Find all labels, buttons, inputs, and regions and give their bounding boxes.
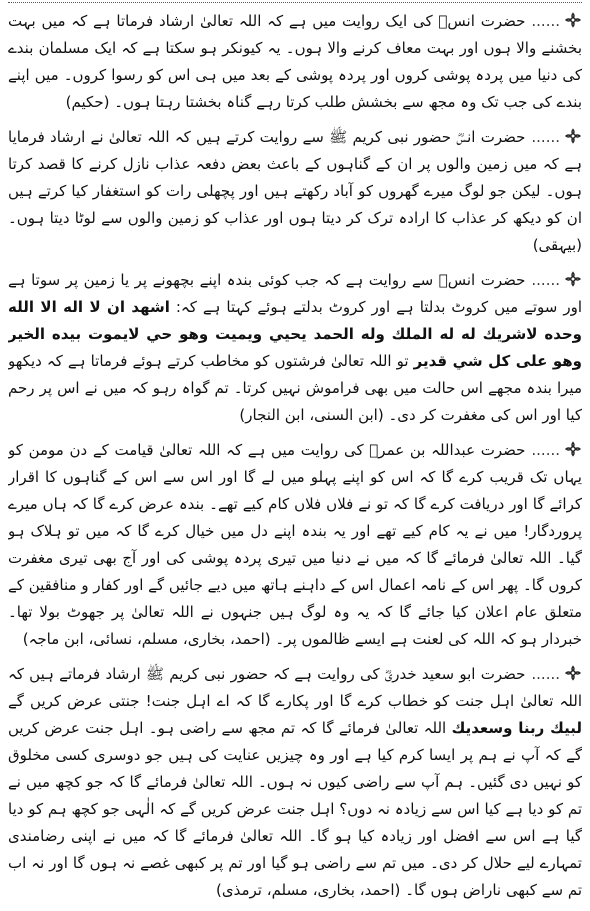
hadith-paragraph-3	[8, 267, 582, 429]
hadith-paragraph-4	[8, 437, 582, 653]
flower-ornament-icon	[564, 441, 582, 457]
flower-ornament-icon	[564, 271, 582, 287]
separator-dots: ......	[531, 12, 560, 30]
reference: (بیہقی)	[532, 236, 582, 254]
separator-dots: ......	[531, 271, 560, 289]
flower-ornament-icon	[564, 665, 582, 681]
paragraph-text: حضرت انسؓ کی ایک روایت میں ہے کہ اللہ تعالیٰ ارشاد فرماتا ہے کہ میں بہت بخشنے والا ہوں اور بہت معاف کرنے والا ہوں۔ یہ کیونکر ہو سکتا ہے کہ ایک مسلمان بندے کی دنیا میں پردہ پوشی کروں اور پردہ پوشی کے بعد میں ہی اس کو رسوا کروں۔ میں اپنے بندے کی جب تک وہ مجھ سے بخشش طلب کرتا رہے گناہ بخشتا رہتا ہوں۔	[8, 12, 582, 111]
hadith-paragraph-2	[8, 124, 582, 259]
reference: (حکیم)	[65, 93, 110, 111]
separator-dots: ......	[531, 441, 560, 459]
paragraph-continuation: تو اللہ تعالیٰ فرشتوں کو مخاطب کرتے ہوئے فرماتا ہے کہ دیکھو میرا بندہ مجھے اس حالت میں بھی فراموش نہیں کرتا۔ تم گواہ رہو کہ میں نے اس پر رحم کیا اور اس کی مغفرت کر دی۔	[8, 352, 582, 424]
paragraph-text: حضرت ابو سعید خدریؓ کی روایت ہے کہ حضور نبی کریم ﷺ ارشاد فرماتے ہیں کہ اللہ تعالیٰ اہل جنت کو خطاب کرے گا اور پکارے گا کہ اے اہل جنت! جنتی عرض کریں گے	[8, 665, 582, 710]
separator-dots: ......	[531, 128, 560, 146]
reference: (احمد، بخاری، مسلم، نسائی، ابن ماجہ)	[22, 630, 271, 648]
hadith-paragraph-5	[8, 661, 582, 904]
arabic-supplication: اشهد ان لا اله الا الله وحده لاشريك له له الملك وله الحمد يحيي ويميت وهو حي لايموت بيده الخير وهو على كل شي قدير	[8, 298, 582, 370]
reference: (ابن السنی، ابن النجار)	[239, 406, 384, 424]
flower-ornament-icon	[564, 128, 582, 144]
document-page	[8, 2, 582, 907]
paragraph-text: حضرت انسؓ حضور نبی کریم ﷺ سے روایت کرتے ہیں کہ اللہ تعالیٰ نے ارشاد فرمایا ہے کہ میں زمین والوں پر ان کے گناہوں کے باعث بعض دفعہ عذاب نازل کرنے کا قصد کرتا ہوں۔ لیکن جو لوگ میرے گھروں کو آباد رکھتے ہیں اور پچھلی رات کو استغفار کیا کرتے ہیں ان کو دیکھ کر عذاب کا ارادہ ترک کر دیتا ہوں اور عذاب کو زمین والوں سے لوٹا دیتا ہوں۔	[8, 128, 582, 227]
top-dotted-rule	[8, 2, 582, 4]
paragraph-continuation: اللہ تعالیٰ فرمائے گا کہ تم مجھ سے راضی ہو۔ اہل جنت عرض کریں گے کہ آپ نے ہم پر ایسا کرم کیا ہے اور وہ چیزیں عنایت کی ہیں جو دوسری کسی مخلوق کو نہیں دی گئیں۔ ہم آپ سے راضی کیوں نہ ہوں۔ اللہ تعالیٰ فرمائے گا کہ جو کچھ میں نے تم کو دیا ہے کیا اس سے زیادہ نہ دوں؟ اہل جنت عرض کریں گے کہ الٰہی جو کچھ ہم کو دیا گیا ہے اس سے افضل اور زیادہ کیا ہو گا۔ اللہ تعالیٰ فرمائے گا کہ میں نے اپنی رضامندی تمہارے لیے حلال کر دی۔ میں تم سے راضی ہو گیا اور تم پر کبھی غصے نہ ہوں گا اور نہ اب تم سے کبھی ناراض ہوں گا۔	[8, 719, 582, 899]
arabic-supplication: لبيك ربنا وسعديك	[451, 719, 582, 737]
paragraph-text: حضرت عبداللہ بن عمرؓ کی روایت میں ہے کہ اللہ تعالیٰ قیامت کے دن مومن کو یہاں تک قریب کرے گا کہ اس کو اپنے پہلو میں لے گا اور اس سے اس کے گناہوں کا اقرار کرائے گا اور دریافت کرے گا کہ تو نے فلاں فلاں کام کیے تھے۔ بندہ عرض کرے گا کہ ہاں میرے پروردگار! میں نے یہ کام کیے تھے اور یہ بندہ اپنے دل میں خیال کرے گا کہ میں تو ہلاک ہو گیا۔ اللہ تعالیٰ فرمائے گا کہ میں نے دنیا میں تیری پردہ پوشی کی اور آج بھی تیری مغفرت کروں گا۔ پھر اس کے نامہ اعمال اس کے داہنے ہاتھ میں دیے جائیں گے اور کفار و منافقین کے متعلق عام اعلان کیا جائے گا کہ یہ وہ لوگ ہیں جنہوں نے اللہ تعالیٰ پر جھوٹ بولا تھا۔ خبردار ہو کہ اللہ کی لعنت ہے ایسے ظالموں پر۔	[8, 441, 582, 648]
flower-ornament-icon	[564, 12, 582, 28]
reference: (احمد، بخاری، مسلم، ترمذی)	[216, 881, 401, 899]
hadith-paragraph-1	[8, 8, 582, 116]
separator-dots: ......	[531, 665, 560, 683]
paragraph-text: حضرت انسؓ سے روایت ہے کہ جب کوئی بندہ اپنے بچھونے پر یا زمین پر سوتا ہے اور سوتے میں کروٹ بدلتا ہے اور کروٹ بدلتے ہوئے کہتا ہے کہ:	[8, 271, 582, 316]
